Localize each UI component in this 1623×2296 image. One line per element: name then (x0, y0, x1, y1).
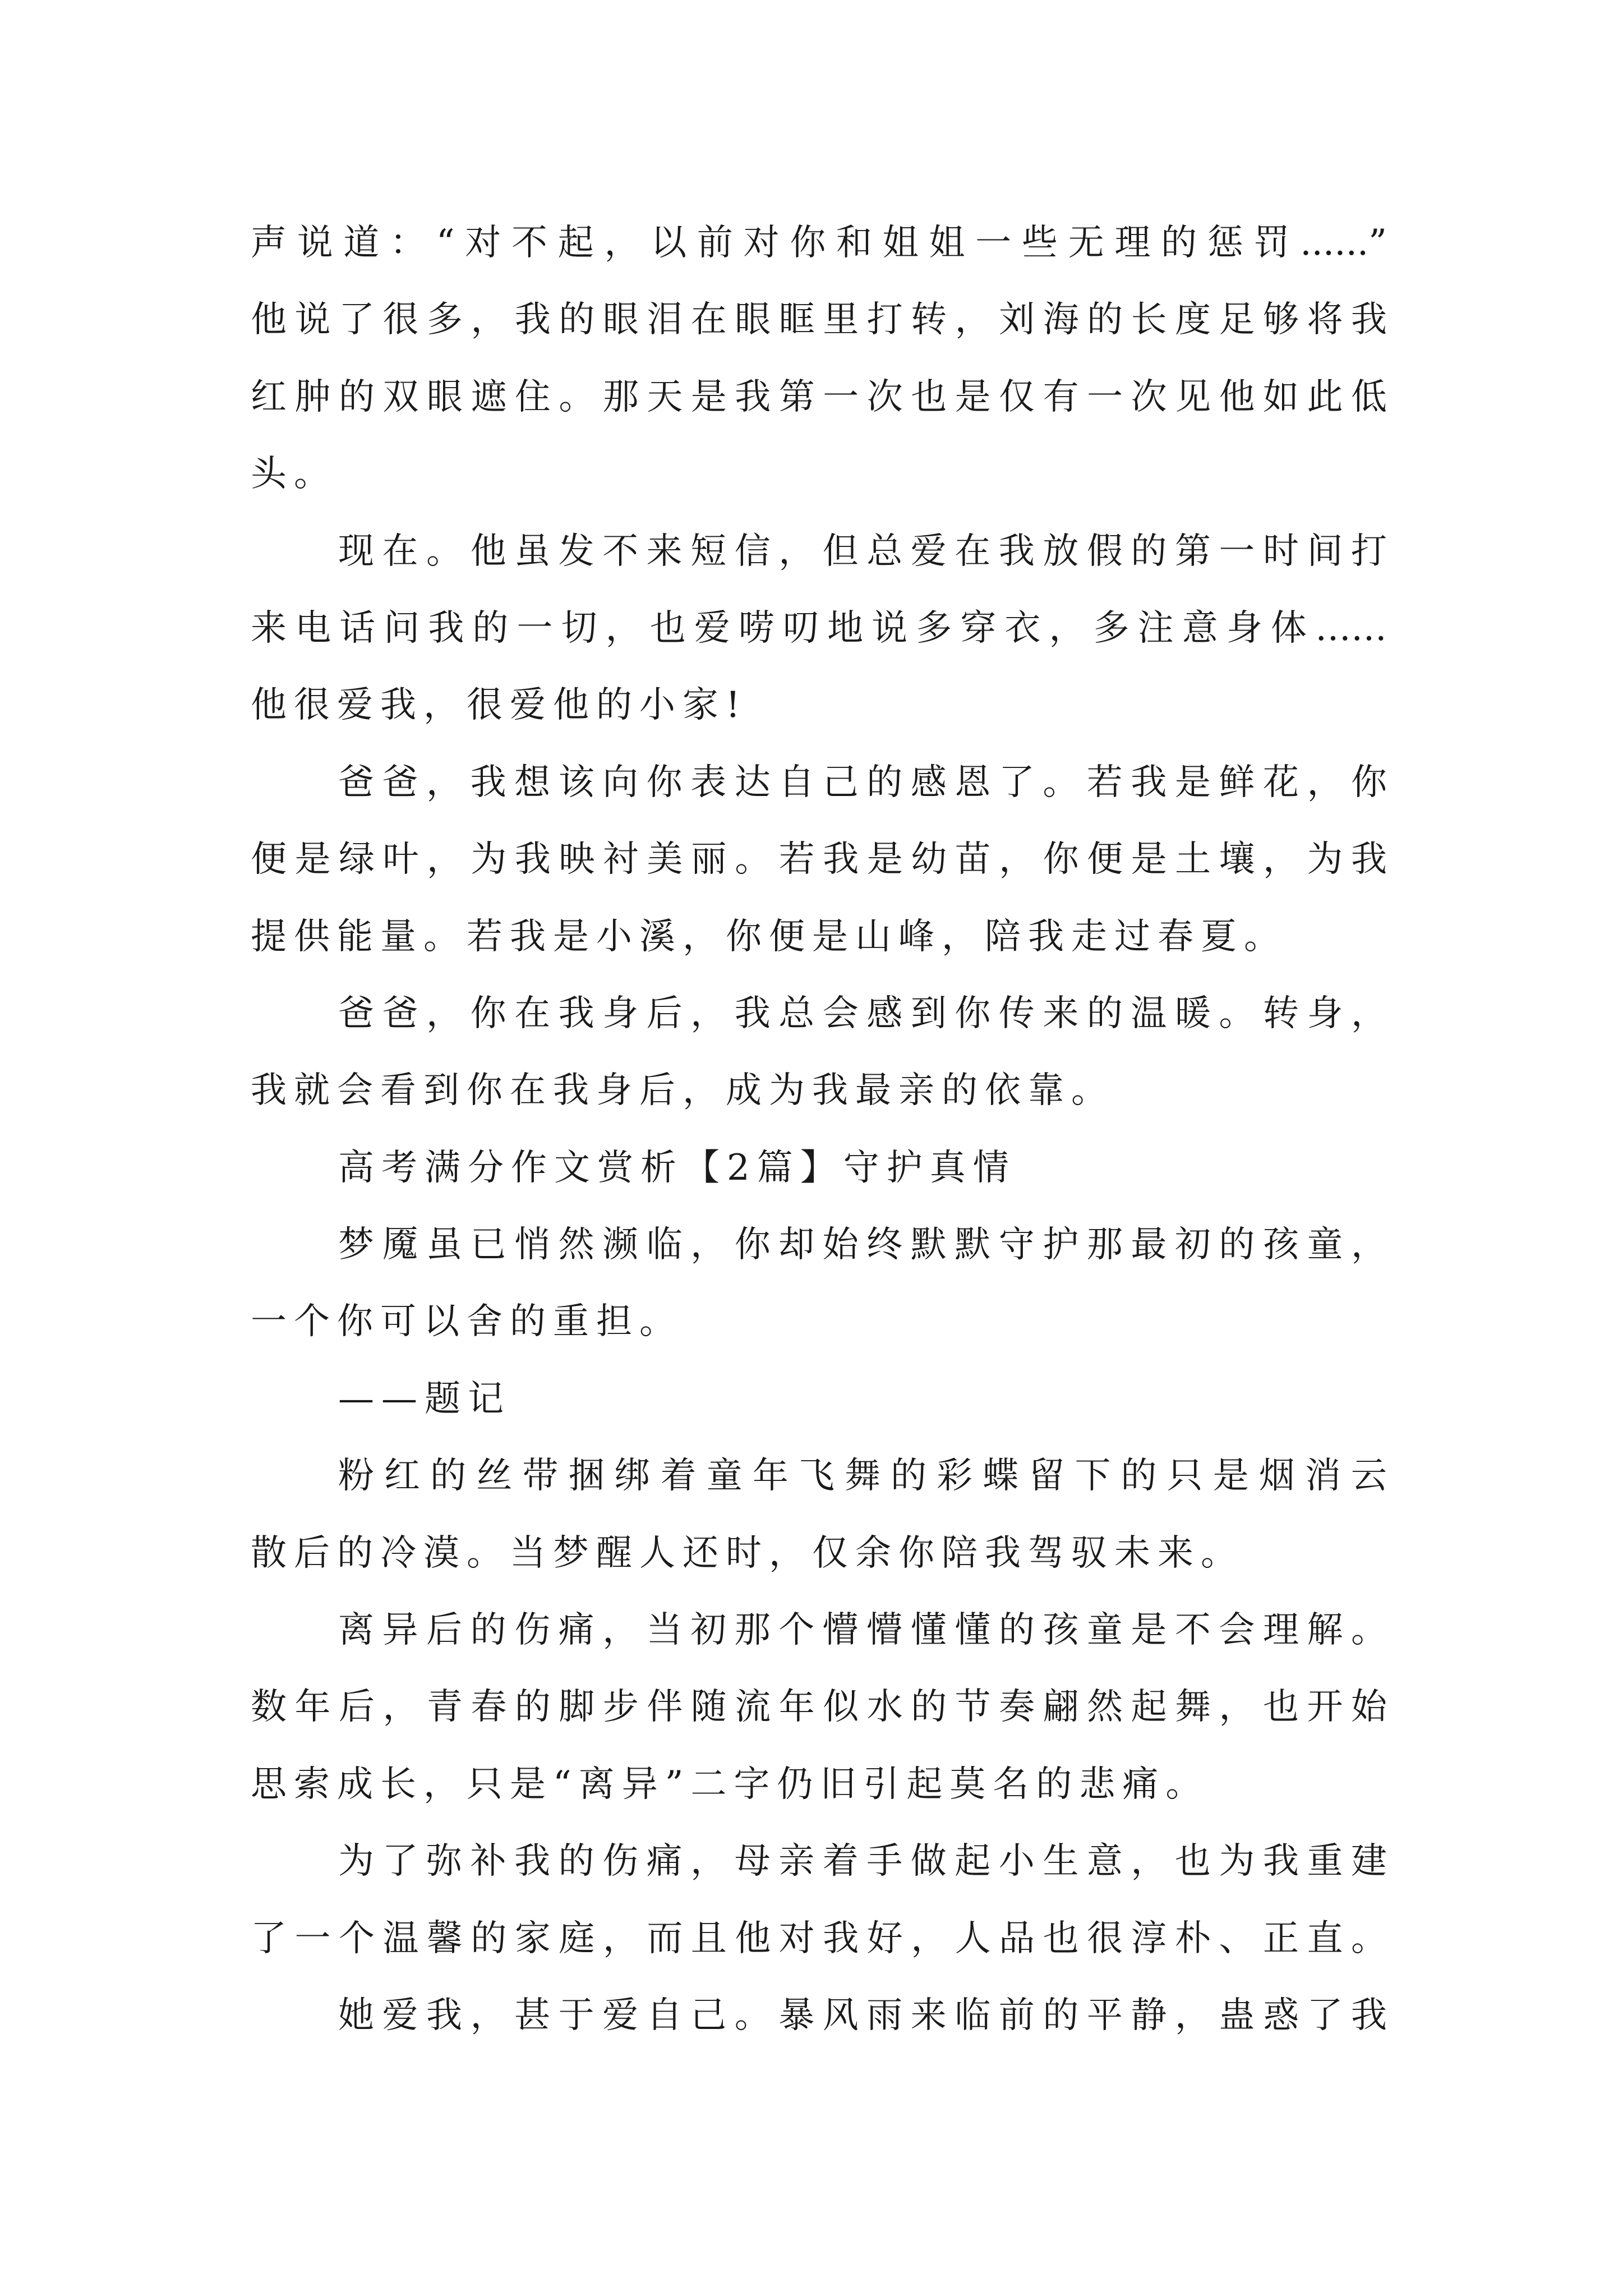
paragraph-first-line: 离异后的伤痛，当初那个懵懵懂懂的孩童是不会理解。 (338, 1609, 1387, 1651)
text-line: 散后的冷漠。当梦醒人还时，仅余你陪我驾驭未来。 (251, 1532, 1244, 1574)
text-line: 他说了很多，我的眼泪在眼眶里打转，刘海的长度足够将我 (251, 299, 1387, 341)
paragraph-first-line: 梦魇虽已悄然濒临，你却始终默默守护那最初的孩童， (338, 1224, 1387, 1266)
paragraph-first-line: 她爱我，甚于爱自己。暴风雨来临前的平静，蛊惑了我 (338, 1994, 1387, 2036)
text-line: 他很爱我，很爱他的小家! (251, 684, 748, 726)
paragraph-first-line: 为了弥补我的伤痛，母亲着手做起小生意，也为我重建 (338, 1841, 1387, 1883)
text-line: 了一个温馨的家庭，而且他对我好，人品也很淳朴、正直。 (251, 1917, 1387, 1959)
paragraph-first-line: 爸爸，你在我身后，我总会感到你传来的温暖。转身， (338, 992, 1387, 1034)
text-line: 头。 (251, 453, 337, 495)
epigraph-note: ——题记 (338, 1378, 511, 1420)
text-line: 思索成长，只是“离异”二字仍旧引起莫名的悲痛。 (251, 1763, 1209, 1805)
text-line: 一个你可以舍的重担。 (251, 1301, 683, 1343)
paragraph-first-line: 现在。他虽发不来短信，但总爱在我放假的第一时间打 (338, 530, 1387, 572)
text-line: 红肿的双眼遮住。那天是我第一次也是仅有一次见他如此低 (251, 376, 1387, 418)
text-line: 来电话问我的一切，也爱唠叨地说多穿衣，多注意身体…… (251, 607, 1387, 649)
text-line: 我就会看到你在我身后，成为我最亲的依靠。 (251, 1070, 1114, 1112)
body-text (251, 205, 1387, 2054)
section-heading: 高考满分作文赏析【2篇】守护真情 (338, 1147, 1016, 1189)
paragraph-first-line: 爸爸，我想该向你表达自己的感恩了。若我是鲜花，你 (338, 761, 1387, 803)
text-line: 提供能量。若我是小溪，你便是山峰，陪我走过春夏。 (251, 915, 1287, 958)
text-line: 便是绿叶，为我映衬美丽。若我是幼苗，你便是土壤，为我 (251, 839, 1387, 881)
paragraph-first-line: 粉红的丝带捆绑着童年飞舞的彩蝶留下的只是烟消云 (338, 1455, 1387, 1497)
text-line: 声说道：“对不起，以前对你和姐姐一些无理的惩罚......” (251, 222, 1387, 264)
text-line: 数年后，青春的脚步伴随流年似水的节奏翩然起舞，也开始 (251, 1686, 1387, 1728)
